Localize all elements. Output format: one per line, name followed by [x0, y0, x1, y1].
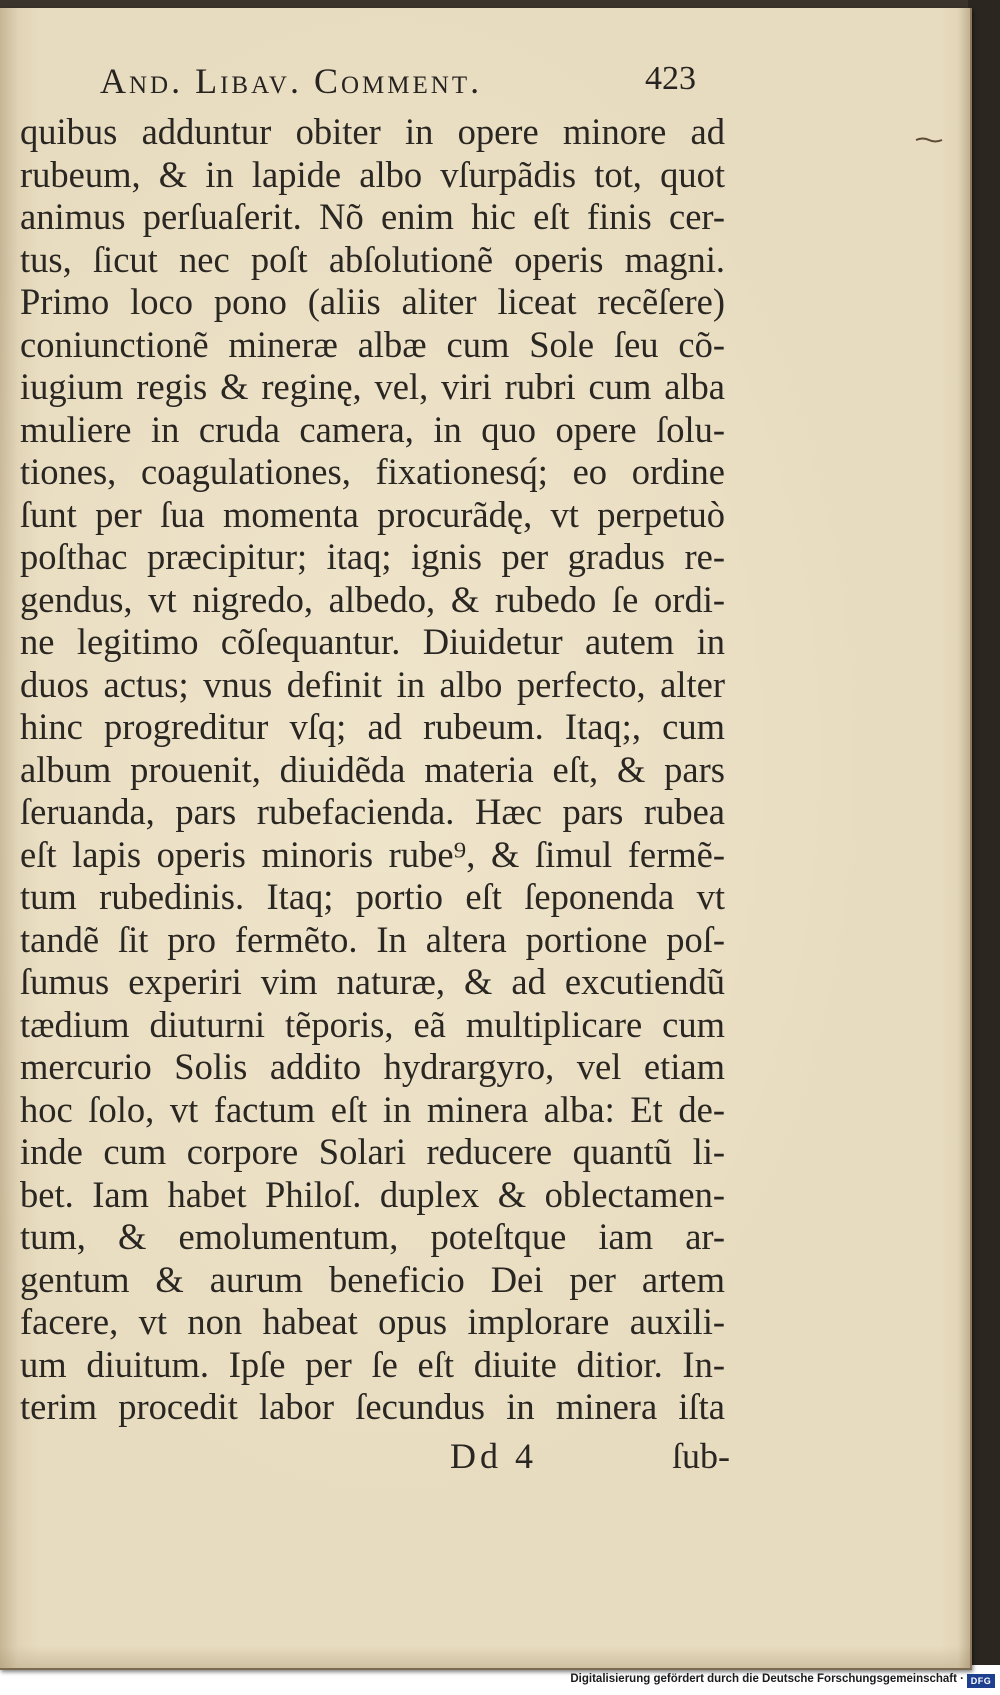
text-line: Primo loco pono (aliis aliter liceat recẽſere)	[20, 281, 725, 322]
text-line: tum, & emolumentum, poteſtque iam ar-	[20, 1216, 725, 1257]
text-line: tus, ſicut nec poſt abſolutionẽ operis magni.	[20, 238, 725, 280]
text-line: ſeruanda, pars rubefacienda. Hæc pars rubea	[20, 791, 725, 832]
text-line: album prouenit, diuidẽda materia eſt, & pars	[20, 748, 725, 790]
text-line: iugium regis & reginę, vel, viri rubri cum alba	[20, 366, 725, 407]
text-line: gentum & aurum beneficio Dei per artem	[20, 1258, 725, 1300]
margin-flourish-icon	[915, 136, 943, 144]
page-header	[100, 60, 720, 110]
text-line: ne legitimo cõſequantur. Diuidetur autem in	[20, 621, 725, 662]
page-number: 423	[645, 60, 696, 97]
catchword: ſub-	[672, 1436, 730, 1476]
text-line: muliere in cruda camera, in quo opere ſolu-	[20, 408, 725, 450]
text-line: tandẽ ſit pro fermẽto. In altera portione poſ-	[20, 918, 725, 960]
running-head: And. Libav. Comment.	[100, 61, 483, 101]
text-line: animus perſuaſerit. Nõ enim hic eſt finis cer-	[20, 196, 725, 237]
text-line: quibus adduntur obiter in opere minore ad	[20, 111, 725, 152]
text-line: mercurio Solis addito hydrargyro, vel etiam	[20, 1046, 725, 1087]
text-line: inde cum corpore Solari reducere quantũ li-	[20, 1131, 725, 1172]
text-line: coniunctionẽ mineræ albæ cum Sole ſeu cõ-	[20, 323, 725, 365]
book-page	[0, 8, 972, 1670]
text-line: tum rubedinis. Itaq; portio eſt ſeponenda vt	[20, 876, 725, 917]
page-footer-line	[450, 1435, 730, 1481]
text-line: hinc progreditur vſq; ad rubeum. Itaq;, cum	[20, 706, 725, 747]
text-line: bet. Iam habet Philoſ. duplex & oblectamen-	[20, 1173, 725, 1215]
digitization-credit: Digitalisierung gefördert durch die Deutsche Forschungsgemeinschaft ·	[570, 1673, 964, 1685]
dfg-logo-icon: DFG	[967, 1674, 995, 1688]
text-line: poſthac præcipitur; itaq; ignis per gradus re-	[20, 536, 725, 577]
text-line: terim procedit labor ſecundus in minera iſta	[20, 1386, 725, 1427]
text-line: tædium diuturni tẽporis, eã multiplicare cum	[20, 1003, 725, 1045]
text-line: facere, vt non habeat opus implorare auxili-	[20, 1301, 725, 1342]
text-line: rubeum, & in lapide albo vſurpãdis tot, quot	[20, 153, 725, 195]
text-line: hoc ſolo, vt factum eſt in minera alba: Et de-	[20, 1088, 725, 1130]
text-line: ſumus experiri vim naturæ, & ad excutiendũ	[20, 961, 725, 1002]
body-text	[20, 111, 725, 1429]
text-line: duos actus; vnus definit in albo perfecto, alter	[20, 663, 725, 705]
text-line: gendus, vt nigredo, albedo, & rubedo ſe ordi-	[20, 578, 725, 620]
scanner-background-right	[968, 0, 1000, 1665]
signature-mark: Dd 4	[450, 1436, 537, 1476]
text-line: um diuitum. Ipſe per ſe eſt diuite ditior. In-	[20, 1343, 725, 1385]
text-line: ſunt per ſua momenta procurãdę, vt perpetuò	[20, 493, 725, 535]
text-line: tiones, coagulationes, fixationesq́; eo ordine	[20, 451, 725, 492]
text-line: eſt lapis operis minoris rube⁹, & ſimul fermẽ-	[20, 833, 725, 875]
